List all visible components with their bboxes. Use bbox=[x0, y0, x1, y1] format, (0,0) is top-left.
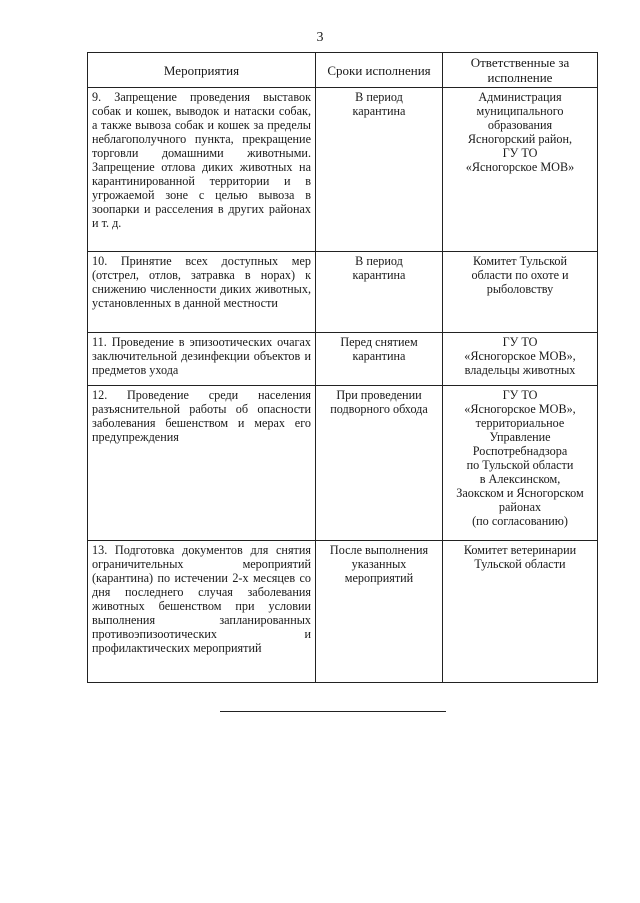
term-cell: В период карантина bbox=[316, 88, 443, 252]
event-cell: 9. Запрещение проведения выставок собак и кошек, выводок и натаски собак, а также вывоза собак и кошек за пределы неблагополучного пункта, прекращение торговли домашними животными. Запрещение отлова диких животных на карантинированной территории и в угрожаемой зоне с целью вывоза в зоопарки и расселения в других районах и т. д. bbox=[88, 88, 316, 252]
term-cell: Перед снятием карантина bbox=[316, 333, 443, 386]
table-row-10 bbox=[88, 252, 598, 333]
term-cell: После выполнения указанных мероприятий bbox=[316, 541, 443, 683]
responsible-cell: ГУ ТО «Ясногорское МОВ», владельцы животных bbox=[443, 333, 598, 386]
header-terms: Сроки исполнения bbox=[316, 53, 443, 88]
event-cell: 10. Принятие всех доступных мер (отстрел, отлов, затравка в норах) к снижению численности диких животных, установленных в данной местности bbox=[88, 252, 316, 333]
table-row-12 bbox=[88, 386, 598, 541]
event-cell: 12. Проведение среди населения разъяснительной работы об опасности заболевания бешенством и мерах его предупреждения bbox=[88, 386, 316, 541]
table-row-9 bbox=[88, 88, 598, 252]
term-cell: При проведении подворного обхода bbox=[316, 386, 443, 541]
event-cell: 13. Подготовка документов для снятия ограничительных мероприятий (карантина) по истечении 2-х месяцев со дня последнего случая заболевания животных бешенством при условии выполнения запланированных противоэпизоотических и профилактических мероприятий bbox=[88, 541, 316, 683]
table-header-row bbox=[88, 53, 598, 88]
term-cell: В период карантина bbox=[316, 252, 443, 333]
responsible-cell: Комитет ветеринарии Тульской области bbox=[443, 541, 598, 683]
table-row-11 bbox=[88, 333, 598, 386]
header-responsible: Ответственные за исполнение bbox=[443, 53, 598, 88]
header-events: Мероприятия bbox=[88, 53, 316, 88]
table-row-13 bbox=[88, 541, 598, 683]
event-cell: 11. Проведение в эпизоотических очагах заключительной дезинфекции объектов и предметов ухода bbox=[88, 333, 316, 386]
responsible-cell: Администрация муниципального образования Ясногорский район, ГУ ТО «Ясногорское МОВ» bbox=[443, 88, 598, 252]
page-number: 3 bbox=[316, 30, 324, 45]
responsible-cell: Комитет Тульской области по охоте и рыболовству bbox=[443, 252, 598, 333]
responsible-cell: ГУ ТО «Ясногорское МОВ», территориальное Управление Роспотребнадзора по Тульской области в Алексинском, Заокском и Ясногорском районах (по согласованию) bbox=[443, 386, 598, 541]
closing-divider bbox=[220, 711, 446, 712]
events-table bbox=[87, 52, 598, 683]
